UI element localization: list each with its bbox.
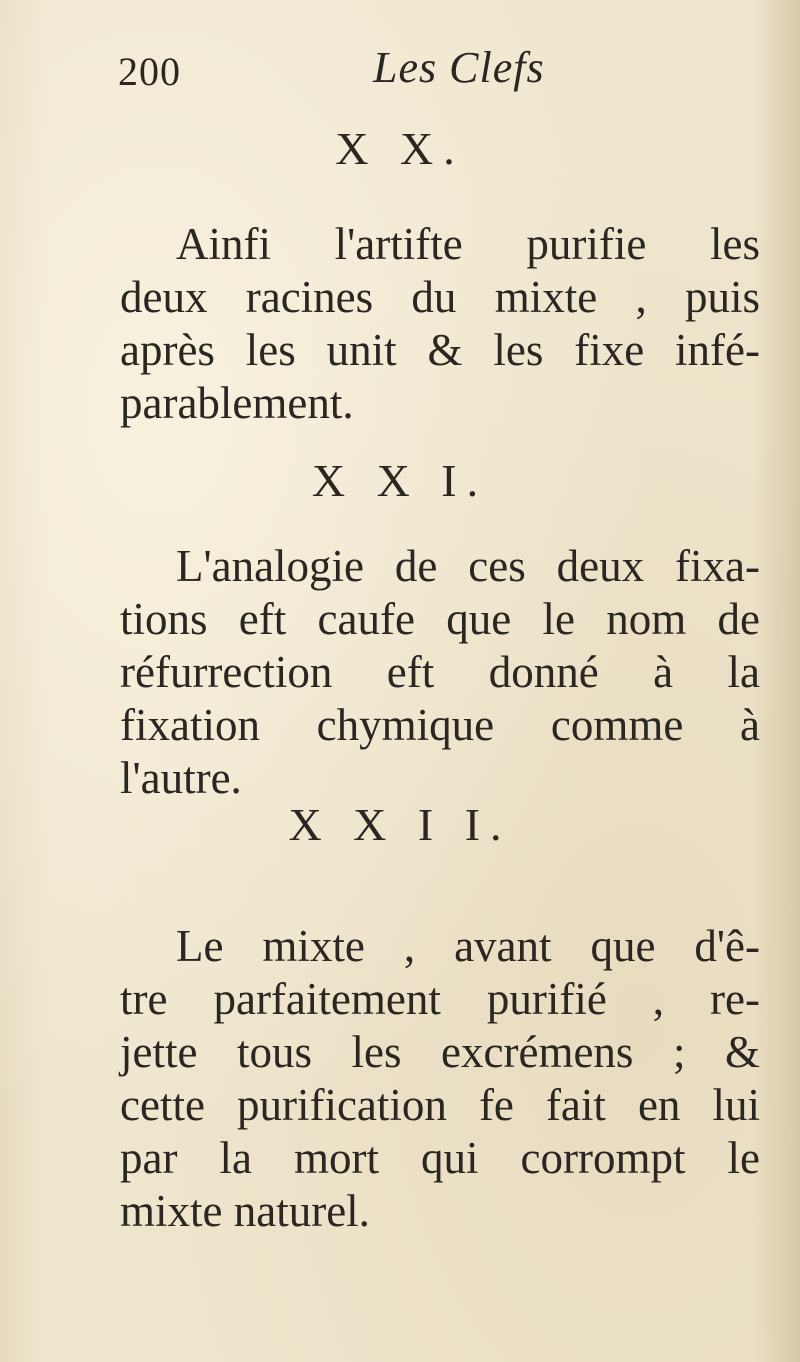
paragraph-xx [120,218,760,430]
paragraph-xxi [120,540,760,805]
paragraph-xxii [120,920,760,1238]
section-heading-xx: X X. [335,123,465,174]
text-line: fixation chymique comme à [120,700,760,750]
running-title: Les Clefs [373,43,545,92]
text-line: deux racines du mixte , puis [120,272,760,322]
text-line: l'autre. [120,753,242,803]
section-heading-xxi: X X I. [311,455,489,506]
text-line: cette purification fe fait en lui [120,1080,760,1130]
text-line: mixte naturel. [120,1186,370,1236]
text-line: L'analogie de ces deux fixa- [176,541,760,591]
page-number: 200 [118,49,181,94]
text-line: jette tous les excrémens ; & [120,1027,760,1077]
section-heading-xxii: X X I I. [288,799,512,850]
text-line: par la mort qui corrompt le [120,1133,760,1183]
text-line: Le mixte , avant que d'ê- [176,921,760,971]
text-line: tre parfaitement purifié , re- [120,974,760,1024]
text-line: parablement. [120,378,354,428]
text-line: Ainfi l'artifte purifie les [176,219,760,269]
page-header [118,42,578,102]
text-line: tions eft caufe que le nom de [120,594,760,644]
text-line: réfurrection eft donné à la [120,647,760,697]
text-line: après les unit & les fixe infé- [120,325,760,375]
